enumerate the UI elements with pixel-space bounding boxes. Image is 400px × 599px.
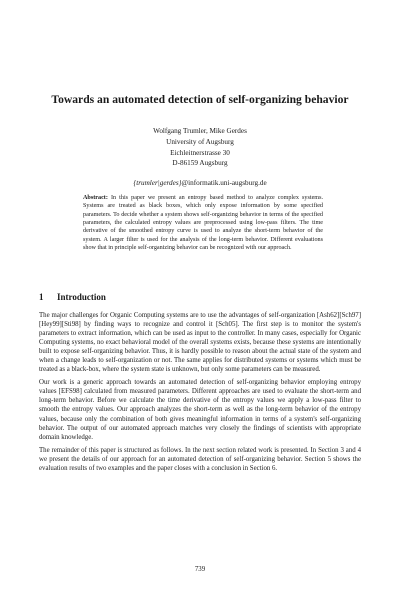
- paragraph-2: Our work is a generic approach towards an automated detection of self-organizing behavior employing entropy values [EFS98] calculated from measured parameters. Different approaches are used to evaluate the short-term and long-term behavior. Before we calculate the time derivative of the entropy values we apply a low-pass filter to smooth the entropy values. Our approach analyzes the short-term as well as the long-term behavior of the entropy values, because only the combination of both gives meaningful information in terms of a system's self-organizing behavior. The output of our automated approach matches very closely the findings of scientists with appropriate domain knowledge.: [39, 379, 361, 441]
- email-user: {trumler|gerdes}: [133, 179, 182, 187]
- author-affiliation: University of Augsburg: [166, 137, 234, 146]
- paragraph-3: The remainder of this paper is structured as follows. In the next section related work is presented. In Section 3 and 4 we present the details of our approach for an automated detection of self-organizing behavior. Section 5 shows the evaluation results of two examples and the paper closes with a conclusion in Section 6.: [39, 446, 361, 472]
- section-heading: [39, 292, 106, 302]
- author-email: [0, 179, 400, 187]
- abstract-text: In this paper we present an entropy based method to analyze complex systems. Systems are treated as black boxes, which only expose information by some specified parameters. To decide whether a system shows self-organizing behavior in terms of the specified parameters, the calculated entropy values are preprocessed using low-pass filters. The time derivative of the smoothed entropy curve is used to analyze the short-term behavior of the system. A larger filter is used for the analysis of the long-term behavior. Different evaluations show that in principle self-organizing behavior can be recognized with our approach.: [83, 195, 323, 252]
- author-names: Wolfgang Trumler, Mike Gerdes: [153, 127, 247, 135]
- abstract-label: Abstract:: [83, 195, 108, 201]
- paragraph-1: The major challenges for Organic Computing systems are to use the advantages of self-organization [Ash62][Sch97][Hey99][Sti98] by finding ways to recognize and control it [Sch05]. The first step is to monitor the system's parameters to extract information, which can be used as input to the controller. In many cases, especially for Organic Computing systems, no exact behavioral model of the overall systems exists, because these systems are intentionally built to expose self-organizing behavior. Thus, it is hardly possible to reason about the actual state of the system and when a change leads to self-organization or not. The same applies for distributed systems or systems which must be treated as a black-box, where the system state is unknown, but only some parameters can be measured.: [39, 312, 361, 374]
- body-text: [39, 311, 361, 477]
- abstract: [83, 194, 323, 252]
- author-city: D-86159 Augsburg: [172, 159, 228, 168]
- email-domain: @informatik.uni-augsburg.de: [181, 179, 267, 187]
- author-street: Eichleitnerstrasse 30: [170, 148, 230, 157]
- page-number: 739: [194, 566, 206, 573]
- section-title: Introduction: [57, 292, 106, 302]
- section-number: 1: [39, 292, 44, 302]
- author-block: [0, 126, 400, 169]
- paper-title: Towards an automated detection of self-organizing behavior: [51, 93, 349, 106]
